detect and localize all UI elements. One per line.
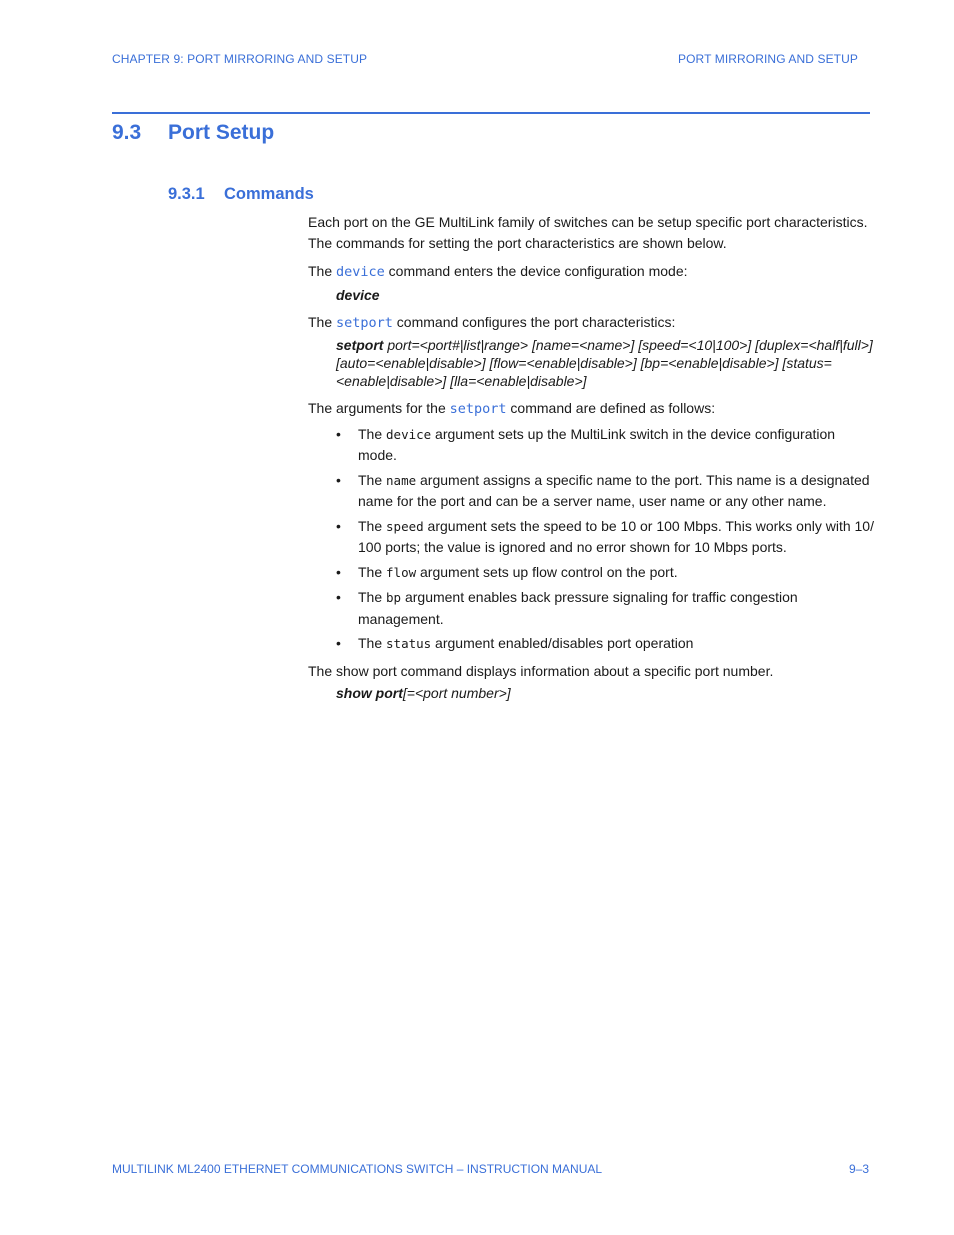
text-run: argument sets the speed to be 10 or 100 Mbps. This works only with 10/ 100 ports; the value is ignored and no error shown for 10 Mbps ports. — [358, 517, 874, 555]
text-run: command are defined as follows: — [506, 400, 716, 416]
text-run: The — [358, 517, 387, 534]
setport-code: setport — [336, 314, 393, 331]
command-name: device — [336, 286, 380, 303]
device-paragraph — [308, 261, 874, 283]
show-paragraph: The show port command displays information about a specific port number. — [308, 662, 774, 679]
bullet-icon: • — [336, 425, 341, 442]
section-heading — [112, 121, 274, 145]
subsection-heading — [168, 185, 314, 204]
setport-code: setport — [449, 401, 507, 417]
bullet-icon: • — [336, 563, 341, 580]
command-name: show port — [336, 685, 403, 701]
footer-title: MULTILINK ML2400 ETHERNET COMMUNICATIONS SWITCH – INSTRUCTION MANUAL — [112, 1162, 603, 1176]
text-run: The — [358, 563, 387, 580]
text-run: command enters the device configuration mode: — [384, 263, 688, 279]
argument-code: flow — [386, 564, 417, 580]
text-run: The — [358, 635, 387, 651]
text-run: argument sets up the MultiLink switch in the device configuration mode. — [358, 425, 836, 463]
text-run: The — [308, 263, 337, 279]
text-run: The arguments for the — [308, 400, 450, 416]
running-header-chapter: CHAPTER 9: PORT MIRRORING AND SETUP — [112, 52, 368, 66]
text-run: argument enables back pressure signaling for traffic congestion management. — [358, 589, 798, 627]
setport-paragraph — [308, 312, 874, 334]
section-title: Port Setup — [168, 121, 275, 144]
running-header-section: PORT MIRRORING AND SETUP — [678, 52, 858, 66]
bullet-icon: • — [336, 589, 341, 605]
list-item — [336, 516, 874, 558]
show-port-command — [336, 684, 874, 702]
text-run: The — [358, 425, 387, 442]
argument-list — [336, 424, 874, 655]
bullet-icon: • — [336, 471, 341, 488]
argument-code: status — [386, 636, 432, 651]
list-item — [336, 470, 874, 512]
command-args: port=<port#|list|range> [name=<name>] [speed=<10|100>] [duplex=<half|full>] [auto=<enable|disable>] [flow=<enable|disable>] [bp=<enable|disable>] [status=<enable|disable>] [lla=<enable|disable>] — [336, 337, 873, 389]
list-item — [336, 562, 874, 584]
device-command — [336, 286, 874, 304]
bullet-icon: • — [336, 517, 341, 534]
intro-paragraph: Each port on the GE MultiLink family of switches can be setup specific port characteristics. The commands for setting the port characteristics are shown below. — [308, 214, 868, 251]
body-text — [308, 212, 874, 710]
page-number: 9–3 — [848, 1162, 869, 1176]
text-run: command configures the port characteristics: — [392, 313, 676, 330]
text-run: argument enabled/disables port operation — [431, 635, 694, 651]
command-name: setport — [336, 337, 384, 353]
text-run: The — [358, 589, 387, 605]
command-args: [=<port number>] — [402, 685, 511, 701]
text-run: argument assigns a specific name to the port. This name is a designated name for the port and can be a server name, user name or any other name. — [358, 471, 870, 509]
args-paragraph — [308, 398, 874, 420]
list-item — [336, 633, 874, 655]
text-run: The — [358, 471, 387, 488]
argument-code: device — [386, 426, 432, 442]
text-run: The — [308, 313, 337, 330]
argument-code: name — [386, 472, 417, 488]
subsection-number: 9.3.1 — [168, 185, 205, 203]
list-item — [336, 424, 874, 466]
section-number: 9.3 — [112, 121, 142, 144]
bullet-icon: • — [336, 635, 341, 651]
setport-command — [336, 336, 874, 390]
device-code: device — [336, 264, 385, 280]
argument-code: bp — [386, 590, 402, 605]
section-divider — [112, 112, 870, 114]
list-item — [336, 587, 874, 629]
text-run: argument sets up flow control on the port. — [416, 563, 678, 580]
argument-code: speed — [386, 518, 424, 534]
subsection-title: Commands — [224, 185, 314, 203]
